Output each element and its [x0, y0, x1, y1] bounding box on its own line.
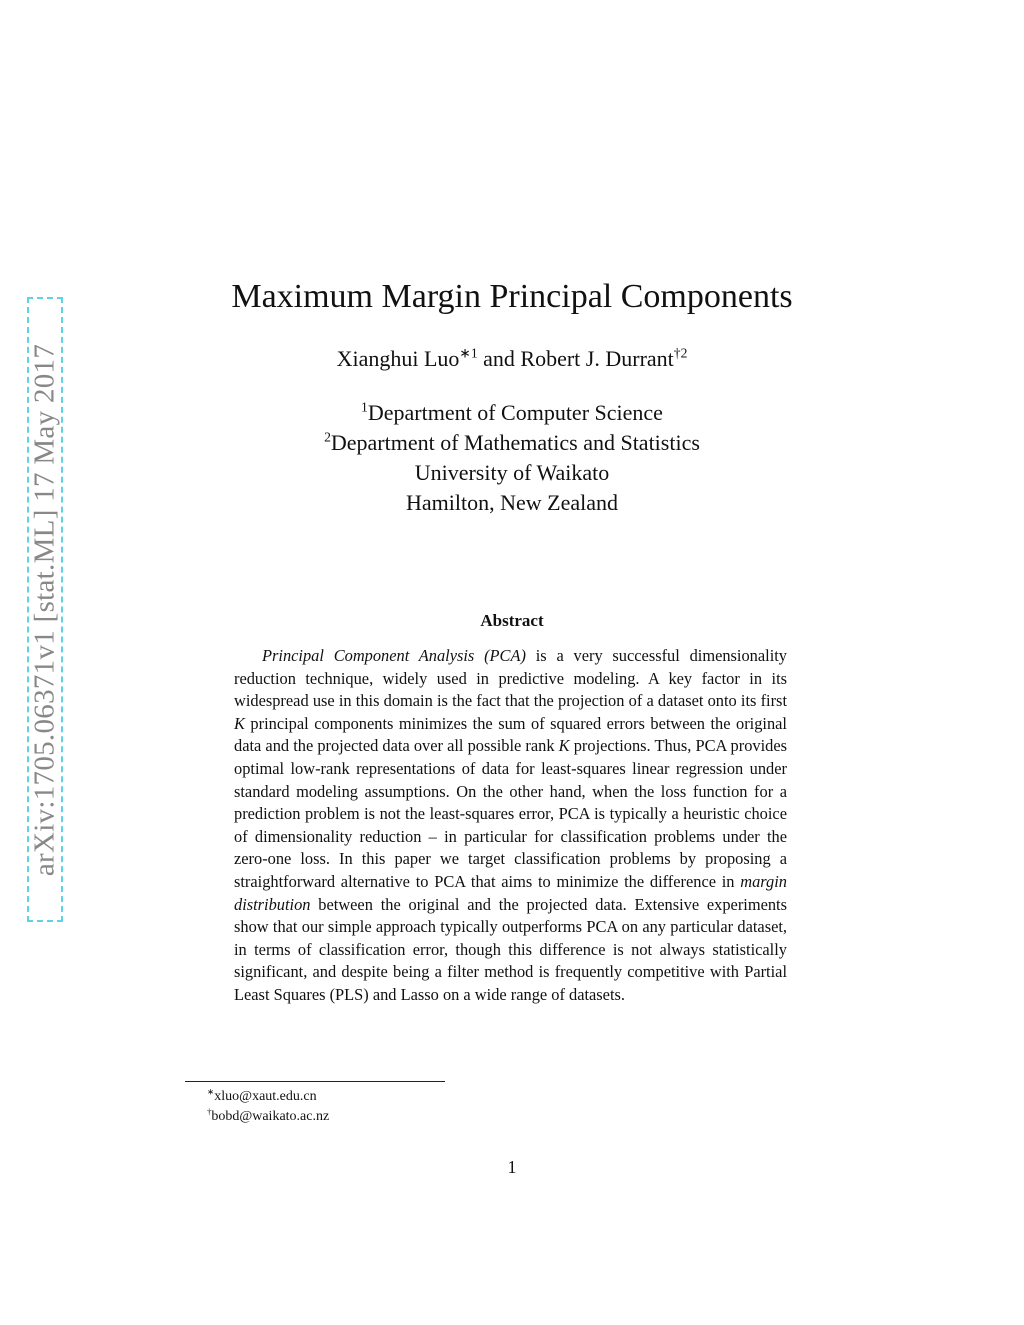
footnote-email: xluo@xaut.edu.cn	[214, 1089, 317, 1104]
affiliations	[0, 398, 1024, 518]
affiliation-mark: 2	[324, 429, 331, 445]
footnote-mark: ∗	[207, 1086, 215, 1097]
arxiv-sidebar-stamp	[27, 297, 63, 922]
author-connector: and	[477, 346, 521, 371]
affiliation-4	[0, 488, 1024, 518]
affiliation-text: Hamilton, New Zealand	[406, 490, 618, 515]
math-k: K	[234, 713, 245, 733]
affiliation-text: Department of Computer Science	[367, 400, 663, 425]
arxiv-id: arXiv:1705.06371v1 [stat.ML] 17 May 2017	[28, 343, 61, 876]
abstract-body	[234, 645, 787, 1007]
page-number: 1	[507, 1157, 517, 1177]
abstract-margin-term: margin distribution	[234, 871, 787, 914]
author-1-marks: ∗1	[459, 345, 478, 361]
footnote-email: bobd@waikato.ac.nz	[211, 1109, 330, 1124]
affiliation-1	[0, 398, 1024, 428]
affiliation-text: Department of Mathematics and Statistics	[330, 430, 700, 455]
abstract-text: principal components minimizes the sum of squared errors between the original data and the projected data over all possible rank	[234, 713, 787, 756]
math-k: K	[558, 736, 570, 756]
footnote-mark: †	[207, 1106, 212, 1117]
affiliation-2	[0, 428, 1024, 458]
affiliation-text: University of Waikato	[414, 460, 610, 485]
footnote-rule	[185, 1081, 445, 1082]
abstract-text: is a very successful dimensionality reduction technique, widely used in predictive modeling. A key factor in its widespread use in this domain is the fact that the projection of a dataset onto its first	[234, 646, 788, 711]
affiliation-3	[0, 458, 1024, 488]
paper-title: Maximum Margin Principal Components	[231, 278, 793, 315]
author-1: Xianghui Luo	[336, 346, 460, 371]
author-2: Robert J. Durrant	[520, 346, 674, 371]
footnote-2	[207, 1107, 329, 1127]
abstract-text: projections. Thus, PCA provides optimal low-rank representations of data for least-squares linear regression under standard modeling assumptions. On the other hand, when the loss function for a prediction problem is not the least-squares error, PCA is typically a heuristic choice of dimensionality reduction – in particular for classification problems under the zero-one loss. In this paper we target classification problems by proposing a straightforward alternative to PCA that aims to minimize the difference in	[234, 736, 788, 891]
author-line	[0, 346, 1024, 372]
affiliation-mark: 1	[361, 399, 368, 415]
author-2-marks: †2	[673, 345, 688, 361]
abstract-text: between the original and the projected data. Extensive experiments show that our simple approach typically outperforms PCA on any particular dataset, in terms of classification error, though this difference is not always statistically significant, and despite being a filter method is frequently competitive with Partial Least Squares (PLS) and Lasso on a wide range of datasets.	[234, 894, 787, 1004]
footnote-1	[207, 1087, 329, 1107]
footnotes	[207, 1087, 329, 1127]
abstract-heading: Abstract	[480, 611, 544, 630]
abstract-pca-term: Principal Component Analysis (PCA)	[262, 646, 526, 665]
